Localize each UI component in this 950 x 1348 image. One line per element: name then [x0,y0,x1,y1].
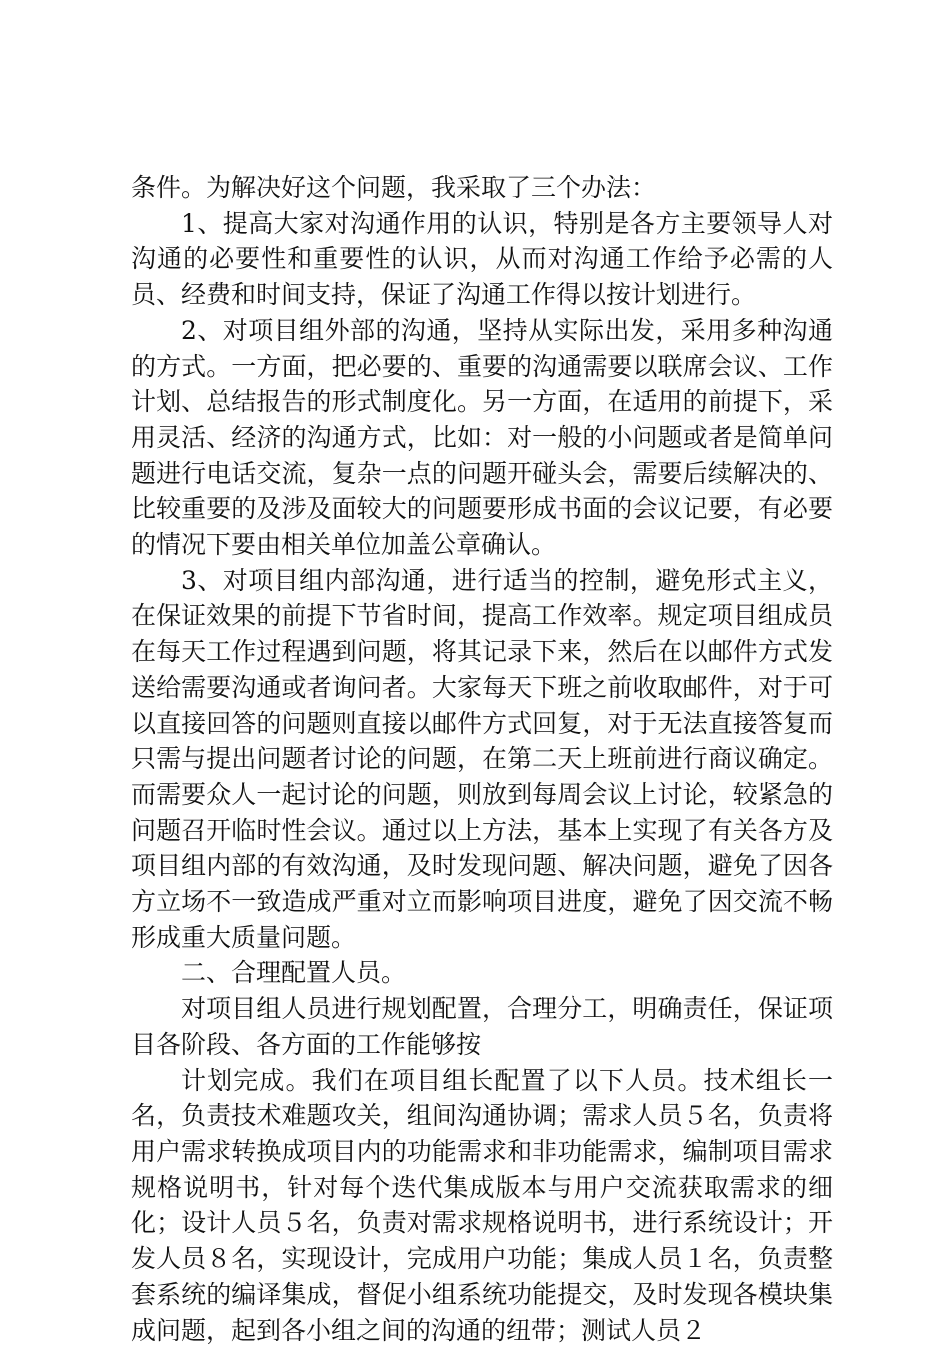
paragraph-intro: 条件。为解决好这个问题，我采取了三个办法： [131,173,657,202]
paragraph-method-2: 2、对项目组外部的沟通，坚持从实际出发，采用多种沟通的方式。一方面，把必要的、重要的沟通需要以联席会议、工作计划、总结报告的形式制度化。另一方面，在适用的前提下，采用灵活、经济的沟通方式，比如：对一般的小问题或者是简单问题进行电话交流，复杂一点的问题开碰头会，需要后续解决的、比较重要的及涉及面较大的问题要形成书面的会议记要，有必要的情况下要由相关单位加盖公章确认。 [131,315,833,560]
paragraph-staffing-intro: 对项目组人员进行规划配置，合理分工，明确责任，保证项目各阶段、各方面的工作能够按 [131,994,833,1059]
paragraph-method-1: 1、提高大家对沟通作用的认识，特别是各方主要领导人对沟通的必要性和重要性的认识，从而对沟通工作给予必需的人员、经费和时间支持，保证了沟通工作得以按计划进行。 [131,208,833,310]
paragraph-method-3: 3、对项目组内部沟通，进行适当的控制，避免形式主义，在保证效果的前提下节省时间，提高工作效率。规定项目组成员在每天工作过程遇到问题，将其记录下来，然后在以邮件方式发送给需要沟通或者询问者。大家每天下班之前收取邮件，对于可以直接回答的问题则直接以邮件方式回复，对于无法直接答复而只需与提出问题者讨论的问题，在第二天上班前进行商议确定。而需要众人一起讨论的问题，则放到每周会议上讨论，较紧急的问题召开临时性会议。通过以上方法，基本上实现了有关各方及项目组内部的有效沟通，及时发现问题、解决问题，避免了因各方立场不一致造成严重对立而影响项目进度，避免了因交流不畅形成重大质量问题。 [131,565,833,952]
section-heading-staffing: 二、合理配置人员。 [181,958,407,988]
document-page [131,170,833,1348]
paragraph-staffing-detail: 计划完成。我们在项目组长配置了以下人员。技术组长一名，负责技术难题攻关，组间沟通协调；需求人员５名，负责将用户需求转换成项目内的功能需求和非功能需求，编制项目需求规格说明书，针对每个迭代集成版本与用户交流获取需求的细化；设计人员５名，负责对需求规格说明书，进行系统设计；开发人员８名，实现设计，完成用户功能；集成人员１名，负责整套系统的编译集成，督促小组系统功能提交，及时发现各模块集成问题，起到各小组之间的沟通的纽带；测试人员２ [131,1065,833,1345]
